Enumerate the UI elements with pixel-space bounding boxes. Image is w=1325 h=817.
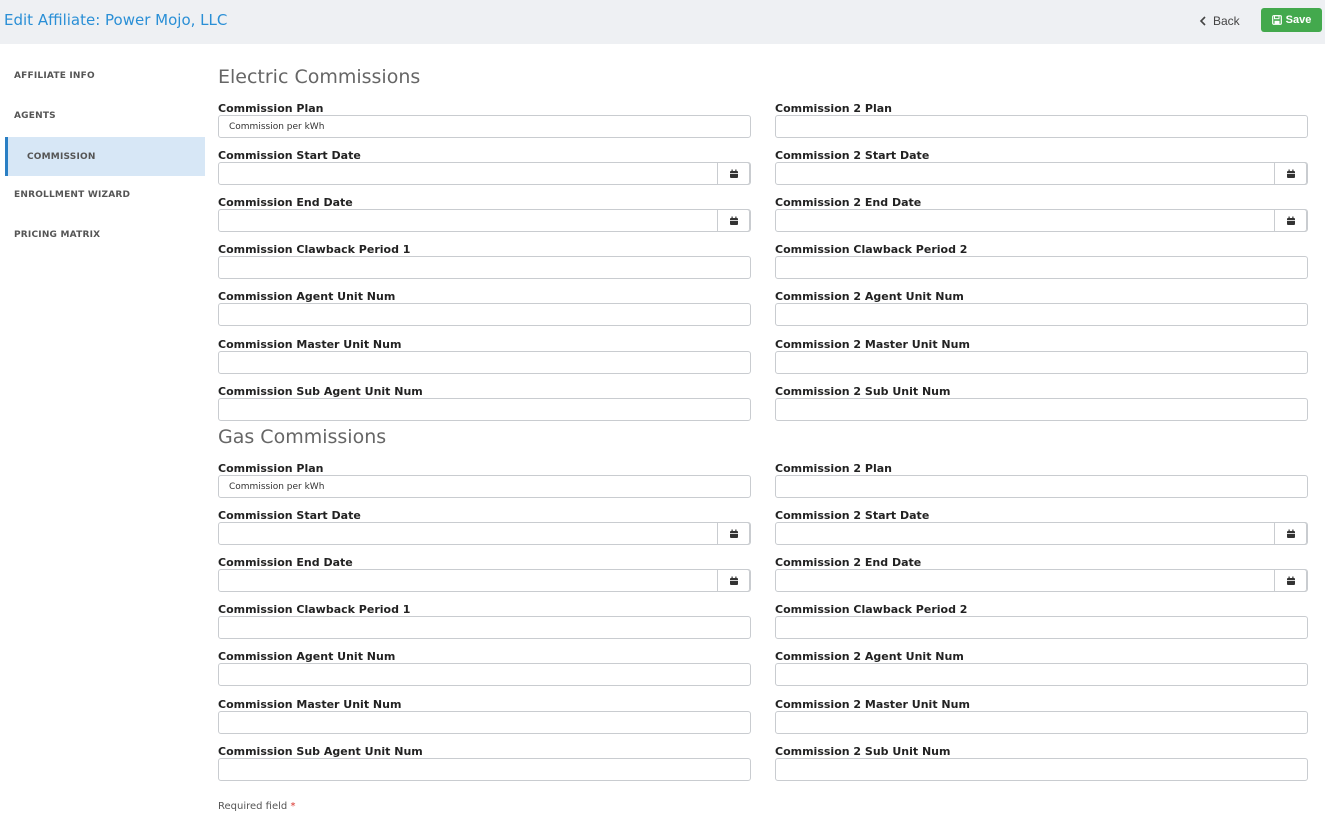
save-button[interactable]: [1261, 8, 1322, 32]
required-star: *: [290, 801, 296, 812]
commission-start-date-date-input[interactable]: [218, 162, 751, 185]
field-label: Commission 2 Agent Unit Num: [775, 650, 964, 663]
sidebar-item-enrollment-wizard[interactable]: [0, 175, 205, 214]
chevron-left-icon: [1199, 16, 1207, 26]
page-title: Edit Affiliate: Power Mojo, LLC: [4, 11, 228, 29]
field-label: Commission Plan: [218, 102, 324, 115]
commission-2-start-date-date-input[interactable]: [775, 522, 1308, 545]
commission-clawback-period-2-input[interactable]: [775, 256, 1308, 279]
calendar-button[interactable]: [1274, 162, 1307, 185]
field-label: Commission Agent Unit Num: [218, 650, 396, 663]
calendar-icon: [729, 576, 739, 586]
section-title-gas-commissions: Gas Commissions: [218, 426, 387, 448]
commission-2-sub-unit-num-input[interactable]: [775, 398, 1308, 421]
field-label: Commission Sub Agent Unit Num: [218, 385, 423, 398]
commission-2-plan-input[interactable]: [775, 475, 1308, 498]
calendar-icon: [1286, 169, 1296, 179]
field-label: Commission Master Unit Num: [218, 698, 402, 711]
commission-plan-input[interactable]: [218, 115, 751, 138]
commission-2-end-date-date-input[interactable]: [775, 569, 1308, 592]
commission-master-unit-num-input[interactable]: [218, 711, 751, 734]
calendar-icon: [1286, 529, 1296, 539]
calendar-icon: [1286, 216, 1296, 226]
field-label: Commission 2 End Date: [775, 556, 922, 569]
commission-2-start-date-date-input[interactable]: [775, 162, 1308, 185]
calendar-icon: [729, 529, 739, 539]
input-value: Commission per kWh: [229, 481, 325, 492]
field-label: Commission Clawback Period 1: [218, 243, 411, 256]
sidebar-item-label: ENROLLMENT WIZARD: [14, 189, 131, 200]
calendar-icon: [729, 216, 739, 226]
field-label: Commission 2 Master Unit Num: [775, 338, 970, 351]
commission-2-master-unit-num-input[interactable]: [775, 711, 1308, 734]
commission-clawback-period-2-input[interactable]: [775, 616, 1308, 639]
field-label: Commission 2 Sub Unit Num: [775, 745, 951, 758]
commission-master-unit-num-input[interactable]: [218, 351, 751, 374]
input-value: Commission per kWh: [229, 121, 325, 132]
commission-sub-agent-unit-num-input[interactable]: [218, 398, 751, 421]
required-field-label: Required field: [218, 801, 288, 812]
floppy-disk-icon: [1272, 15, 1282, 25]
calendar-icon: [1286, 576, 1296, 586]
required-field-note: [218, 801, 295, 812]
calendar-button[interactable]: [1274, 522, 1307, 545]
field-label: Commission Clawback Period 1: [218, 603, 411, 616]
back-button-label: Back: [1213, 14, 1240, 28]
sidebar-item-commission[interactable]: [5, 137, 205, 176]
field-label: Commission End Date: [218, 556, 353, 569]
commission-end-date-date-input[interactable]: [218, 569, 751, 592]
section-title-electric-commissions: Electric Commissions: [218, 66, 421, 88]
commission-sub-agent-unit-num-input[interactable]: [218, 758, 751, 781]
calendar-button[interactable]: [1274, 209, 1307, 232]
commission-2-master-unit-num-input[interactable]: [775, 351, 1308, 374]
calendar-button[interactable]: [717, 162, 750, 185]
commission-end-date-date-input[interactable]: [218, 209, 751, 232]
sidebar-item-label: COMMISSION: [27, 151, 96, 162]
field-label: Commission Clawback Period 2: [775, 243, 968, 256]
field-label: Commission End Date: [218, 196, 353, 209]
commission-plan-input[interactable]: [218, 475, 751, 498]
sidebar-item-pricing-matrix[interactable]: [0, 215, 205, 254]
commission-2-sub-unit-num-input[interactable]: [775, 758, 1308, 781]
commission-agent-unit-num-input[interactable]: [218, 663, 751, 686]
field-label: Commission 2 Sub Unit Num: [775, 385, 951, 398]
commission-clawback-period-1-input[interactable]: [218, 256, 751, 279]
field-label: Commission Sub Agent Unit Num: [218, 745, 423, 758]
sidebar-item-affiliate-info[interactable]: [0, 56, 205, 95]
back-button[interactable]: [1199, 12, 1240, 30]
calendar-button[interactable]: [717, 209, 750, 232]
commission-2-agent-unit-num-input[interactable]: [775, 303, 1308, 326]
calendar-button[interactable]: [1274, 569, 1307, 592]
top-bar: [0, 0, 1325, 44]
field-label: Commission 2 Start Date: [775, 509, 930, 522]
calendar-button[interactable]: [717, 569, 750, 592]
field-label: Commission Plan: [218, 462, 324, 475]
field-label: Commission 2 End Date: [775, 196, 922, 209]
field-label: Commission Agent Unit Num: [218, 290, 396, 303]
field-label: Commission 2 Agent Unit Num: [775, 290, 964, 303]
field-label: Commission 2 Start Date: [775, 149, 930, 162]
field-label: Commission 2 Master Unit Num: [775, 698, 970, 711]
commission-agent-unit-num-input[interactable]: [218, 303, 751, 326]
sidebar-item-agents[interactable]: [0, 96, 205, 135]
sidebar-item-label: AFFILIATE INFO: [14, 70, 95, 81]
commission-clawback-period-1-input[interactable]: [218, 616, 751, 639]
sidebar-item-label: AGENTS: [14, 110, 56, 121]
field-label: Commission Start Date: [218, 149, 361, 162]
field-label: Commission Master Unit Num: [218, 338, 402, 351]
commission-2-plan-input[interactable]: [775, 115, 1308, 138]
calendar-button[interactable]: [717, 522, 750, 545]
commission-2-end-date-date-input[interactable]: [775, 209, 1308, 232]
field-label: Commission 2 Plan: [775, 102, 892, 115]
sidebar-item-label: PRICING MATRIX: [14, 229, 101, 240]
field-label: Commission 2 Plan: [775, 462, 892, 475]
calendar-icon: [729, 169, 739, 179]
field-label: Commission Start Date: [218, 509, 361, 522]
field-label: Commission Clawback Period 2: [775, 603, 968, 616]
commission-2-agent-unit-num-input[interactable]: [775, 663, 1308, 686]
save-button-label: Save: [1285, 14, 1312, 26]
commission-start-date-date-input[interactable]: [218, 522, 751, 545]
